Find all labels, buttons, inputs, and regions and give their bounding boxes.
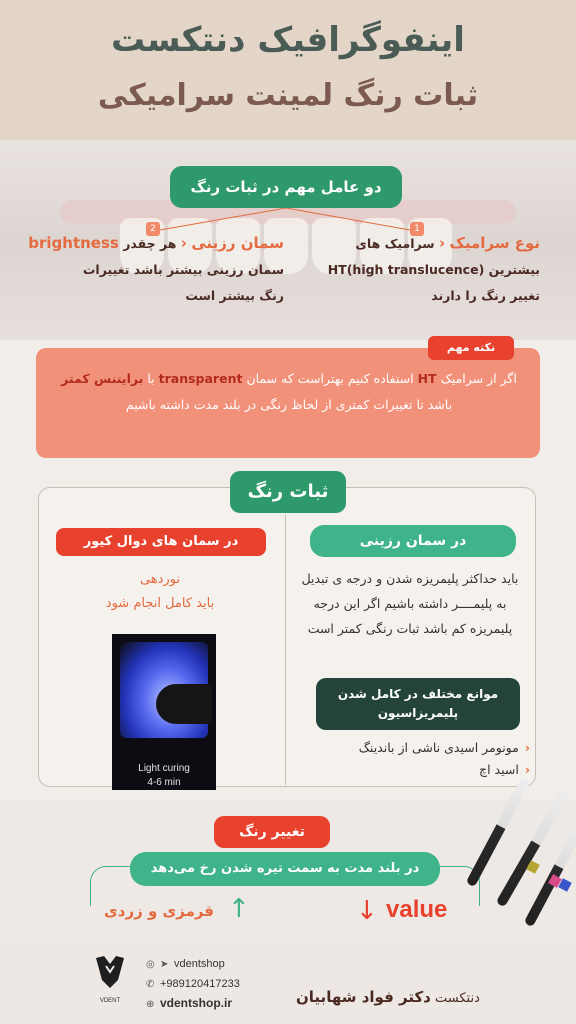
red-yellow-label: قرمزی و زردی (104, 902, 215, 920)
factor2-line1a: هر چقدر (123, 236, 177, 251)
footer (0, 944, 576, 1024)
arrow-down-icon: ↓ (356, 896, 378, 926)
color-stability-title: ثبات رنگ (230, 471, 346, 513)
curing-photo-caption (112, 762, 216, 790)
factor2-heading: سمان رزینی (191, 234, 284, 252)
factor1-line2a: HT(high translucence) (327, 262, 485, 277)
color-change-label: تغییر رنگ (214, 816, 330, 848)
logo-text: VDENT (99, 998, 121, 1004)
factor1-line3: تغییر رنگ را دارند (431, 288, 540, 303)
curing-caption-line1: Light curing (138, 763, 190, 774)
resin-cement-text: باید حداکثر پلیمریزه شدن و درجه ی تبدیل به پلیمــــر داشته باشیم اگر این درجه پلیمریزه کم باشد ثبات رنگی کمتر است (301, 571, 519, 636)
brand-line (296, 988, 480, 1006)
value-label: value (386, 896, 448, 923)
factor2-line1b: brightness (28, 234, 119, 252)
whatsapp-icon: ✆ (146, 979, 155, 990)
page-subtitle: ثبات رنگ لمینت سرامیکی (97, 78, 479, 113)
contact-social[interactable] (146, 958, 225, 970)
dual-cure-line1: نوردهی (139, 572, 181, 587)
barrier-item (300, 740, 530, 755)
factor1-number-badge: 1 (410, 222, 424, 236)
barrier-item (300, 762, 530, 777)
chevron-icon: ‹ (438, 234, 446, 252)
instagram-icon: ◎ (146, 959, 155, 970)
factor2-line3: رنگ بیشتر است (185, 288, 284, 303)
contact-phone[interactable] (146, 978, 240, 990)
telegram-icon: ➤ (160, 959, 169, 970)
chevron-icon: ‹ (524, 740, 530, 755)
important-note-text (56, 366, 522, 418)
factor2-line2: سمان رزینی بیشتر باشد تغییرات (82, 262, 284, 277)
chevron-icon: ‹ (180, 234, 187, 252)
website-url: vdentshop.ir (160, 996, 233, 1010)
author-name: دکتر فواد شهابیان (296, 988, 431, 1006)
note-part3: با (147, 371, 155, 386)
long-term-darkening-text: در بلند مدت به سمت تیره شدن رخ می‌دهد (130, 852, 440, 886)
dual-cure-label: در سمان های دوال کیور (56, 528, 266, 556)
phone-number: +989120417233 (160, 978, 240, 990)
barrier-text: مونومر اسیدی ناشی از باندینگ (358, 740, 519, 755)
social-handle: vdentshop (174, 958, 225, 970)
important-note-badge: نکته مهم (428, 336, 514, 360)
globe-icon: ⊕ (146, 999, 155, 1010)
contact-website[interactable] (146, 996, 232, 1010)
panel-divider (285, 515, 286, 785)
note-transparent: transparent (158, 371, 243, 386)
note-part2: استفاده کنیم بهتراست که سمان (246, 371, 414, 386)
brand-name: دنتکست (435, 991, 480, 1006)
dual-cure-line2: باید کامل انجام شود (105, 596, 215, 611)
note-ht: HT (417, 371, 437, 386)
curing-light-tip (156, 684, 212, 724)
polymerization-barriers-title: موانع مختلف در کامل شدن پلیمریزاسیون (316, 678, 520, 730)
factor-ceramic-type (300, 230, 540, 309)
resin-cement-label: در سمان رزینی (310, 525, 516, 557)
curing-caption-line2: 4-6 min (147, 777, 181, 788)
arrow-up-icon: ↑ (228, 894, 250, 924)
factor-connector-lines (0, 0, 576, 260)
dual-cure-text (60, 568, 260, 616)
note-part1: اگر از سرامیک (440, 371, 517, 386)
factor1-heading: نوع سرامیک (449, 234, 540, 252)
page-title: اینفوگرافیک دنتکست (111, 20, 465, 60)
factor2-number-badge: 2 (146, 222, 160, 236)
light-curing-photo (112, 634, 216, 790)
note-part4: باشد تا تغییرات کمتری از لحاظ رنگی در بلند مدت داشته باشیم (125, 397, 453, 412)
vdent-logo (90, 950, 130, 992)
factor-resin-cement (14, 230, 284, 309)
factor1-line2b: بیشترین (488, 262, 540, 277)
barrier-text: اسید اچ (479, 762, 519, 777)
chevron-icon: ‹ (524, 762, 530, 777)
factors-title: دو عامل مهم در ثبات رنگ (170, 166, 402, 208)
note-low-brightness: برایتنس کمتر (61, 371, 144, 386)
factor1-line1: سرامیک های (355, 236, 435, 251)
